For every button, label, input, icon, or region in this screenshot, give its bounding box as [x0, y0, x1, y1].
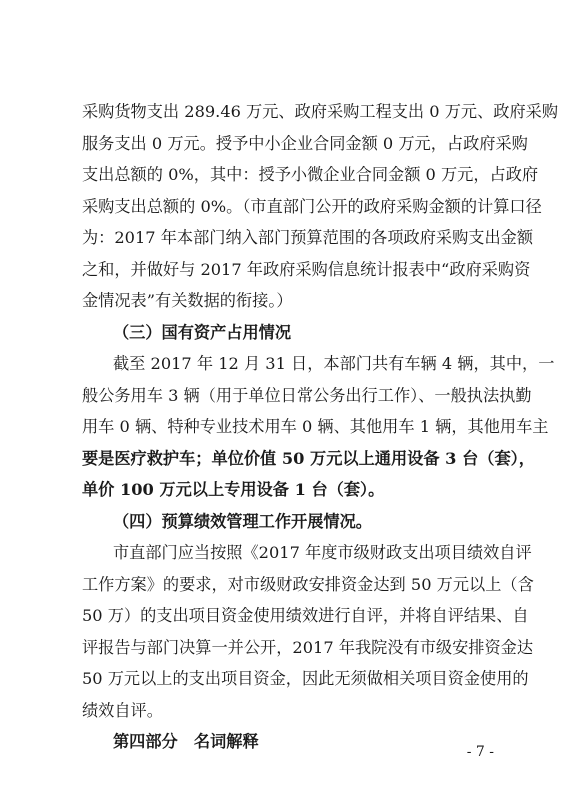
paragraph-1-line-2: 服务支出 0 万元。授予中小企业合同金额 0 万元，占政府采购: [82, 134, 528, 153]
paragraph-2-line-2: 般公务用车 3 辆（用于单位日常公务出行工作）、一般执法执勤: [82, 386, 532, 405]
paragraph-1-line-5: 为：2017 年本部门纳入部门预算范围的各项政府采购支出金额: [82, 228, 534, 247]
paragraph-1-line-1: 采购货物支出 289.46 万元、政府采购工程支出 0 万元、政府采购: [82, 102, 559, 121]
paragraph-2-line-1: 截至 2017 年 12 月 31 日，本部门共有车辆 4 辆，其中，一: [113, 354, 555, 373]
paragraph-2-line-3: 用车 0 辆、特种专业技术用车 0 辆、其他用车 1 辆，其他用车主: [82, 417, 549, 436]
paragraph-3-line-3: 50 万）的支出项目资金使用绩效进行自评，并将自评结果、自: [82, 606, 529, 625]
paragraph-1-line-6: 之和，并做好与 2017 年政府采购信息统计报表中“政府采购资: [82, 260, 531, 279]
paragraph-1-line-7: 金情况表”有关数据的衔接。）: [82, 291, 293, 310]
section-heading-3: （三）国有资产占用情况: [113, 323, 292, 342]
part-4-heading: 第四部分 名词解释: [113, 732, 259, 751]
paragraph-2-line-5: 单价 100 万元以上专用设备 1 台（套）。: [82, 480, 385, 499]
paragraph-3-line-2: 工作方案》的要求，对市级财政安排资金达到 50 万元以上（含: [82, 575, 534, 594]
section-heading-4: （四）预算绩效管理工作开展情况。: [113, 512, 372, 531]
paragraph-3-line-4: 评报告与部门决算一并公开，2017 年我院没有市级安排资金达: [82, 638, 534, 657]
paragraph-3-line-1: 市直部门应当按照《2017 年度市级财政支出项目绩效自评: [113, 543, 532, 562]
paragraph-1-line-3: 支出总额的 0%，其中：授予小微企业合同金额 0 万元，占政府: [82, 165, 539, 184]
page-number: - 7 -: [466, 744, 494, 760]
paragraph-3-line-5: 50 万元以上的支出项目资金，因此无须做相关项目资金使用的: [82, 669, 529, 688]
paragraph-2-line-4: 要是医疗救护车；单位价值 50 万元以上通用设备 3 台（套），: [82, 449, 535, 468]
paragraph-1-line-4: 采购支出总额的 0%。（市直部门公开的政府采购金额的计算口径: [82, 197, 542, 216]
paragraph-3-line-6: 绩效自评。: [82, 701, 163, 720]
